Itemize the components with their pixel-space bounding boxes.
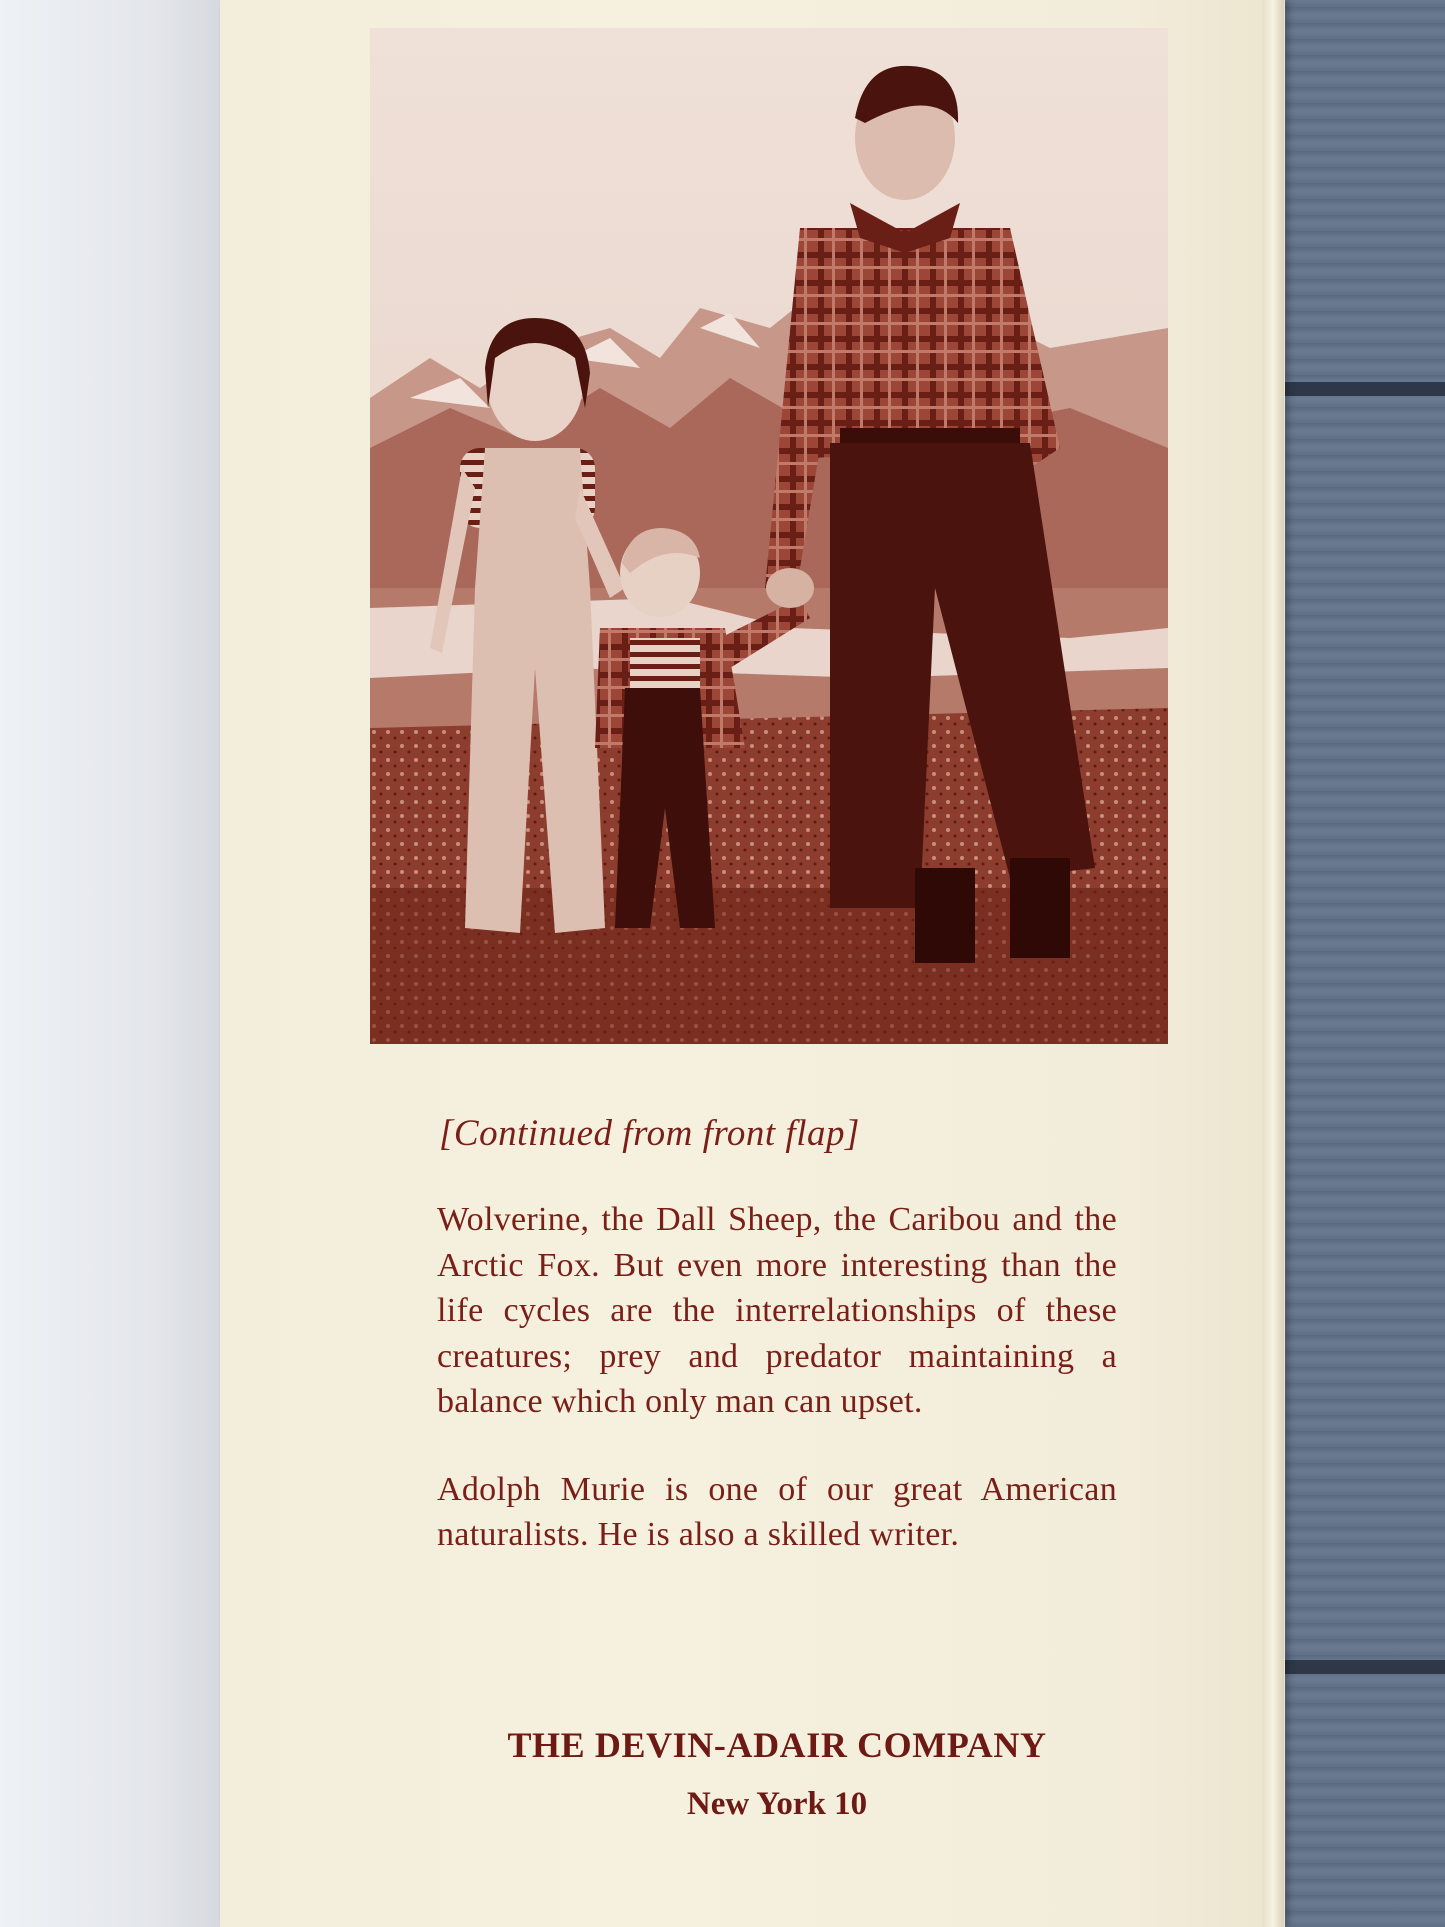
family-photo (370, 28, 1168, 1044)
continued-note: [Continued from front flap] (439, 1113, 860, 1154)
flap-copy (437, 1112, 1117, 1558)
board-gap (1268, 382, 1445, 396)
publisher-name: THE DEVIN-ADAIR COMPANY (507, 1725, 1047, 1765)
board-gap (1268, 1660, 1445, 1674)
publisher-city: New York 10 (686, 1786, 868, 1822)
description-paragraph: Wolverine, the Dall Sheep, the Caribou and the Arctic Fox. But even more interesting than the life cycles are the interrelationships of these creatures; prey and predator maintaining a balance which only man can upset. (437, 1201, 1117, 1420)
flap-fold-edge (1262, 0, 1284, 1927)
author-paragraph: Adolph Murie is one of our great American naturalists. He is also a skilled writer. (437, 1470, 1117, 1553)
background-paper (0, 0, 222, 1927)
wooden-table (1268, 0, 1445, 1927)
